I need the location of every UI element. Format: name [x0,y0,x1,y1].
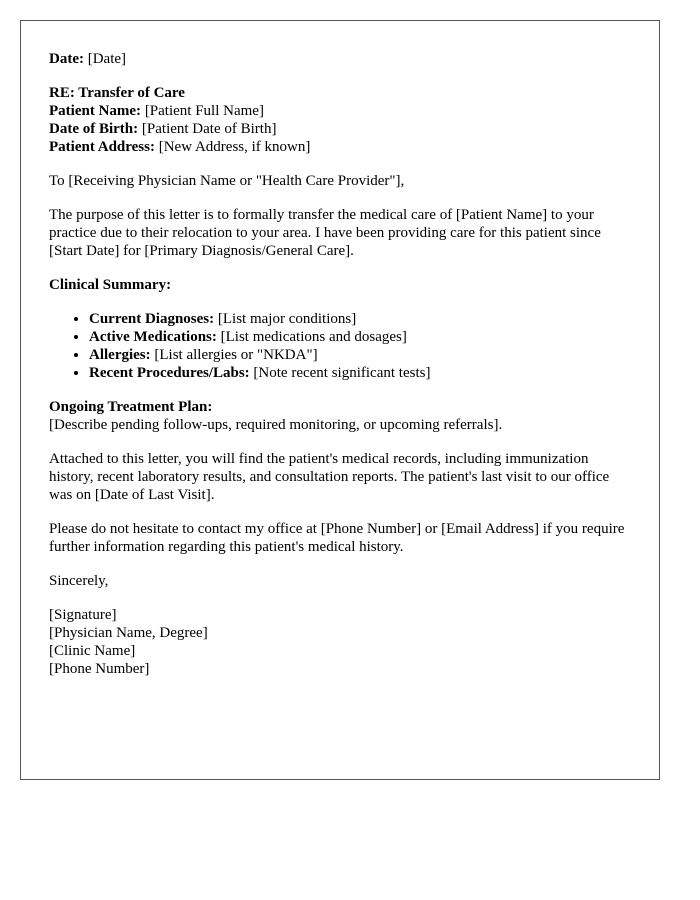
signature-block [49,606,631,678]
current-diagnoses-value: [List major conditions] [217,311,357,327]
list-item [89,310,631,328]
date-of-birth-label: Date of Birth: [49,121,139,137]
date-line [49,50,631,68]
patient-address-value: [New Address, if known] [158,139,311,155]
treatment-plan-heading: Ongoing Treatment Plan: [49,399,213,415]
intro-paragraph: The purpose of this letter is to formally transfer the medical care of [Patient Name] to your practice due to their relocation to your area. I have been providing care for this patient since [Start Date] for [Primary Diagnosis/General Care]. [49,207,601,259]
date-value: [Date] [87,51,127,67]
list-item [89,328,631,346]
recent-procedures-value: [Note recent significant tests] [253,365,431,381]
current-diagnoses-label: Current Diagnoses: [89,311,215,327]
letter-document [20,20,660,780]
re-block [49,84,631,156]
patient-address-line [49,138,631,156]
patient-name-value: [Patient Full Name] [144,103,264,119]
list-item [89,364,631,382]
active-medications-value: [List medications and dosages] [220,329,407,345]
attachments-paragraph: Attached to this letter, you will find the patient's medical records, including immunization history, recent laboratory results, and consultation reports. The patient's last visit to our office was on [Date of Last Visit]. [49,451,610,503]
signature-line: [Signature] [49,607,117,623]
clinic-name-line: [Clinic Name] [49,643,136,659]
list-item [89,346,631,364]
clinical-summary-list [49,310,631,382]
clinical-summary-heading: Clinical Summary: [49,277,172,293]
phone-number-line: [Phone Number] [49,661,150,677]
salutation: To [Receiving Physician Name or "Health Care Provider"], [49,173,405,189]
recent-procedures-label: Recent Procedures/Labs: [89,365,250,381]
treatment-plan-text: [Describe pending follow-ups, required monitoring, or upcoming referrals]. [49,417,503,433]
allergies-value: [List allergies or "NKDA"] [154,347,318,363]
date-of-birth-value: [Patient Date of Birth] [141,121,277,137]
treatment-plan-block [49,398,631,434]
patient-name-label: Patient Name: [49,103,142,119]
active-medications-label: Active Medications: [89,329,217,345]
physician-name-line: [Physician Name, Degree] [49,625,208,641]
date-label: Date: [49,51,84,67]
patient-name-line [49,102,631,120]
contact-paragraph: Please do not hesitate to contact my office at [Phone Number] or [Email Address] if you require further information regarding this patient's medical history. [49,521,625,555]
closing: Sincerely, [49,573,109,589]
allergies-label: Allergies: [89,347,151,363]
re-subject: RE: Transfer of Care [49,85,185,101]
date-of-birth-line [49,120,631,138]
patient-address-label: Patient Address: [49,139,155,155]
